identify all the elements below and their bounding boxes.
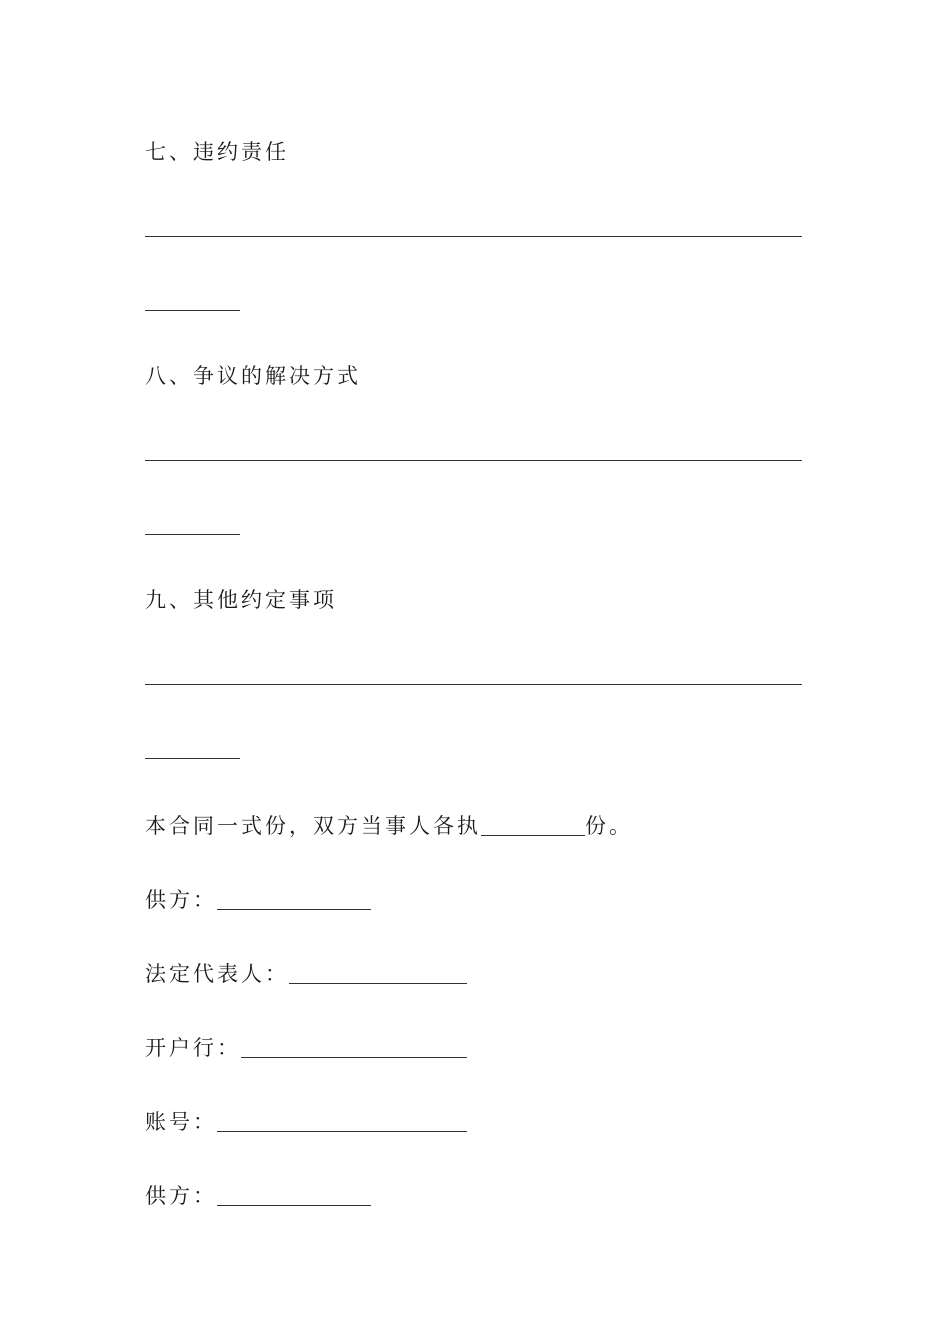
- supplier2-blank: [217, 1185, 371, 1206]
- account-blank: [217, 1111, 467, 1132]
- account-label: 账号：: [145, 1110, 217, 1134]
- copies-suffix: 份。: [585, 814, 633, 838]
- fill-line-dispute: [145, 460, 802, 461]
- bank-blank: [241, 1037, 467, 1058]
- bank-label: 开户行：: [145, 1036, 241, 1060]
- section-heading-breach: 七、违约责任: [145, 140, 289, 164]
- fill-line-other-end: [145, 758, 240, 759]
- supplier2-line: [145, 1184, 371, 1208]
- copies-prefix: 本合同一式份，双方当事人各执: [145, 814, 481, 838]
- legal-rep-blank: [289, 963, 467, 984]
- legal-rep-label: 法定代表人：: [145, 962, 289, 986]
- legal-rep-line: [145, 962, 467, 986]
- supplier-label: 供方：: [145, 888, 217, 912]
- account-line: [145, 1110, 467, 1134]
- copies-count-blank: [481, 815, 585, 836]
- supplier-blank: [217, 889, 371, 910]
- supplier2-label: 供方：: [145, 1184, 217, 1208]
- section-heading-other: 九、其他约定事项: [145, 588, 337, 612]
- copies-statement: [145, 814, 633, 838]
- fill-line-breach-end: [145, 310, 240, 311]
- fill-line-other: [145, 684, 802, 685]
- bank-line: [145, 1036, 467, 1060]
- fill-line-breach: [145, 236, 802, 237]
- fill-line-dispute-end: [145, 534, 240, 535]
- supplier-line: [145, 888, 371, 912]
- section-heading-dispute: 八、争议的解决方式: [145, 364, 361, 388]
